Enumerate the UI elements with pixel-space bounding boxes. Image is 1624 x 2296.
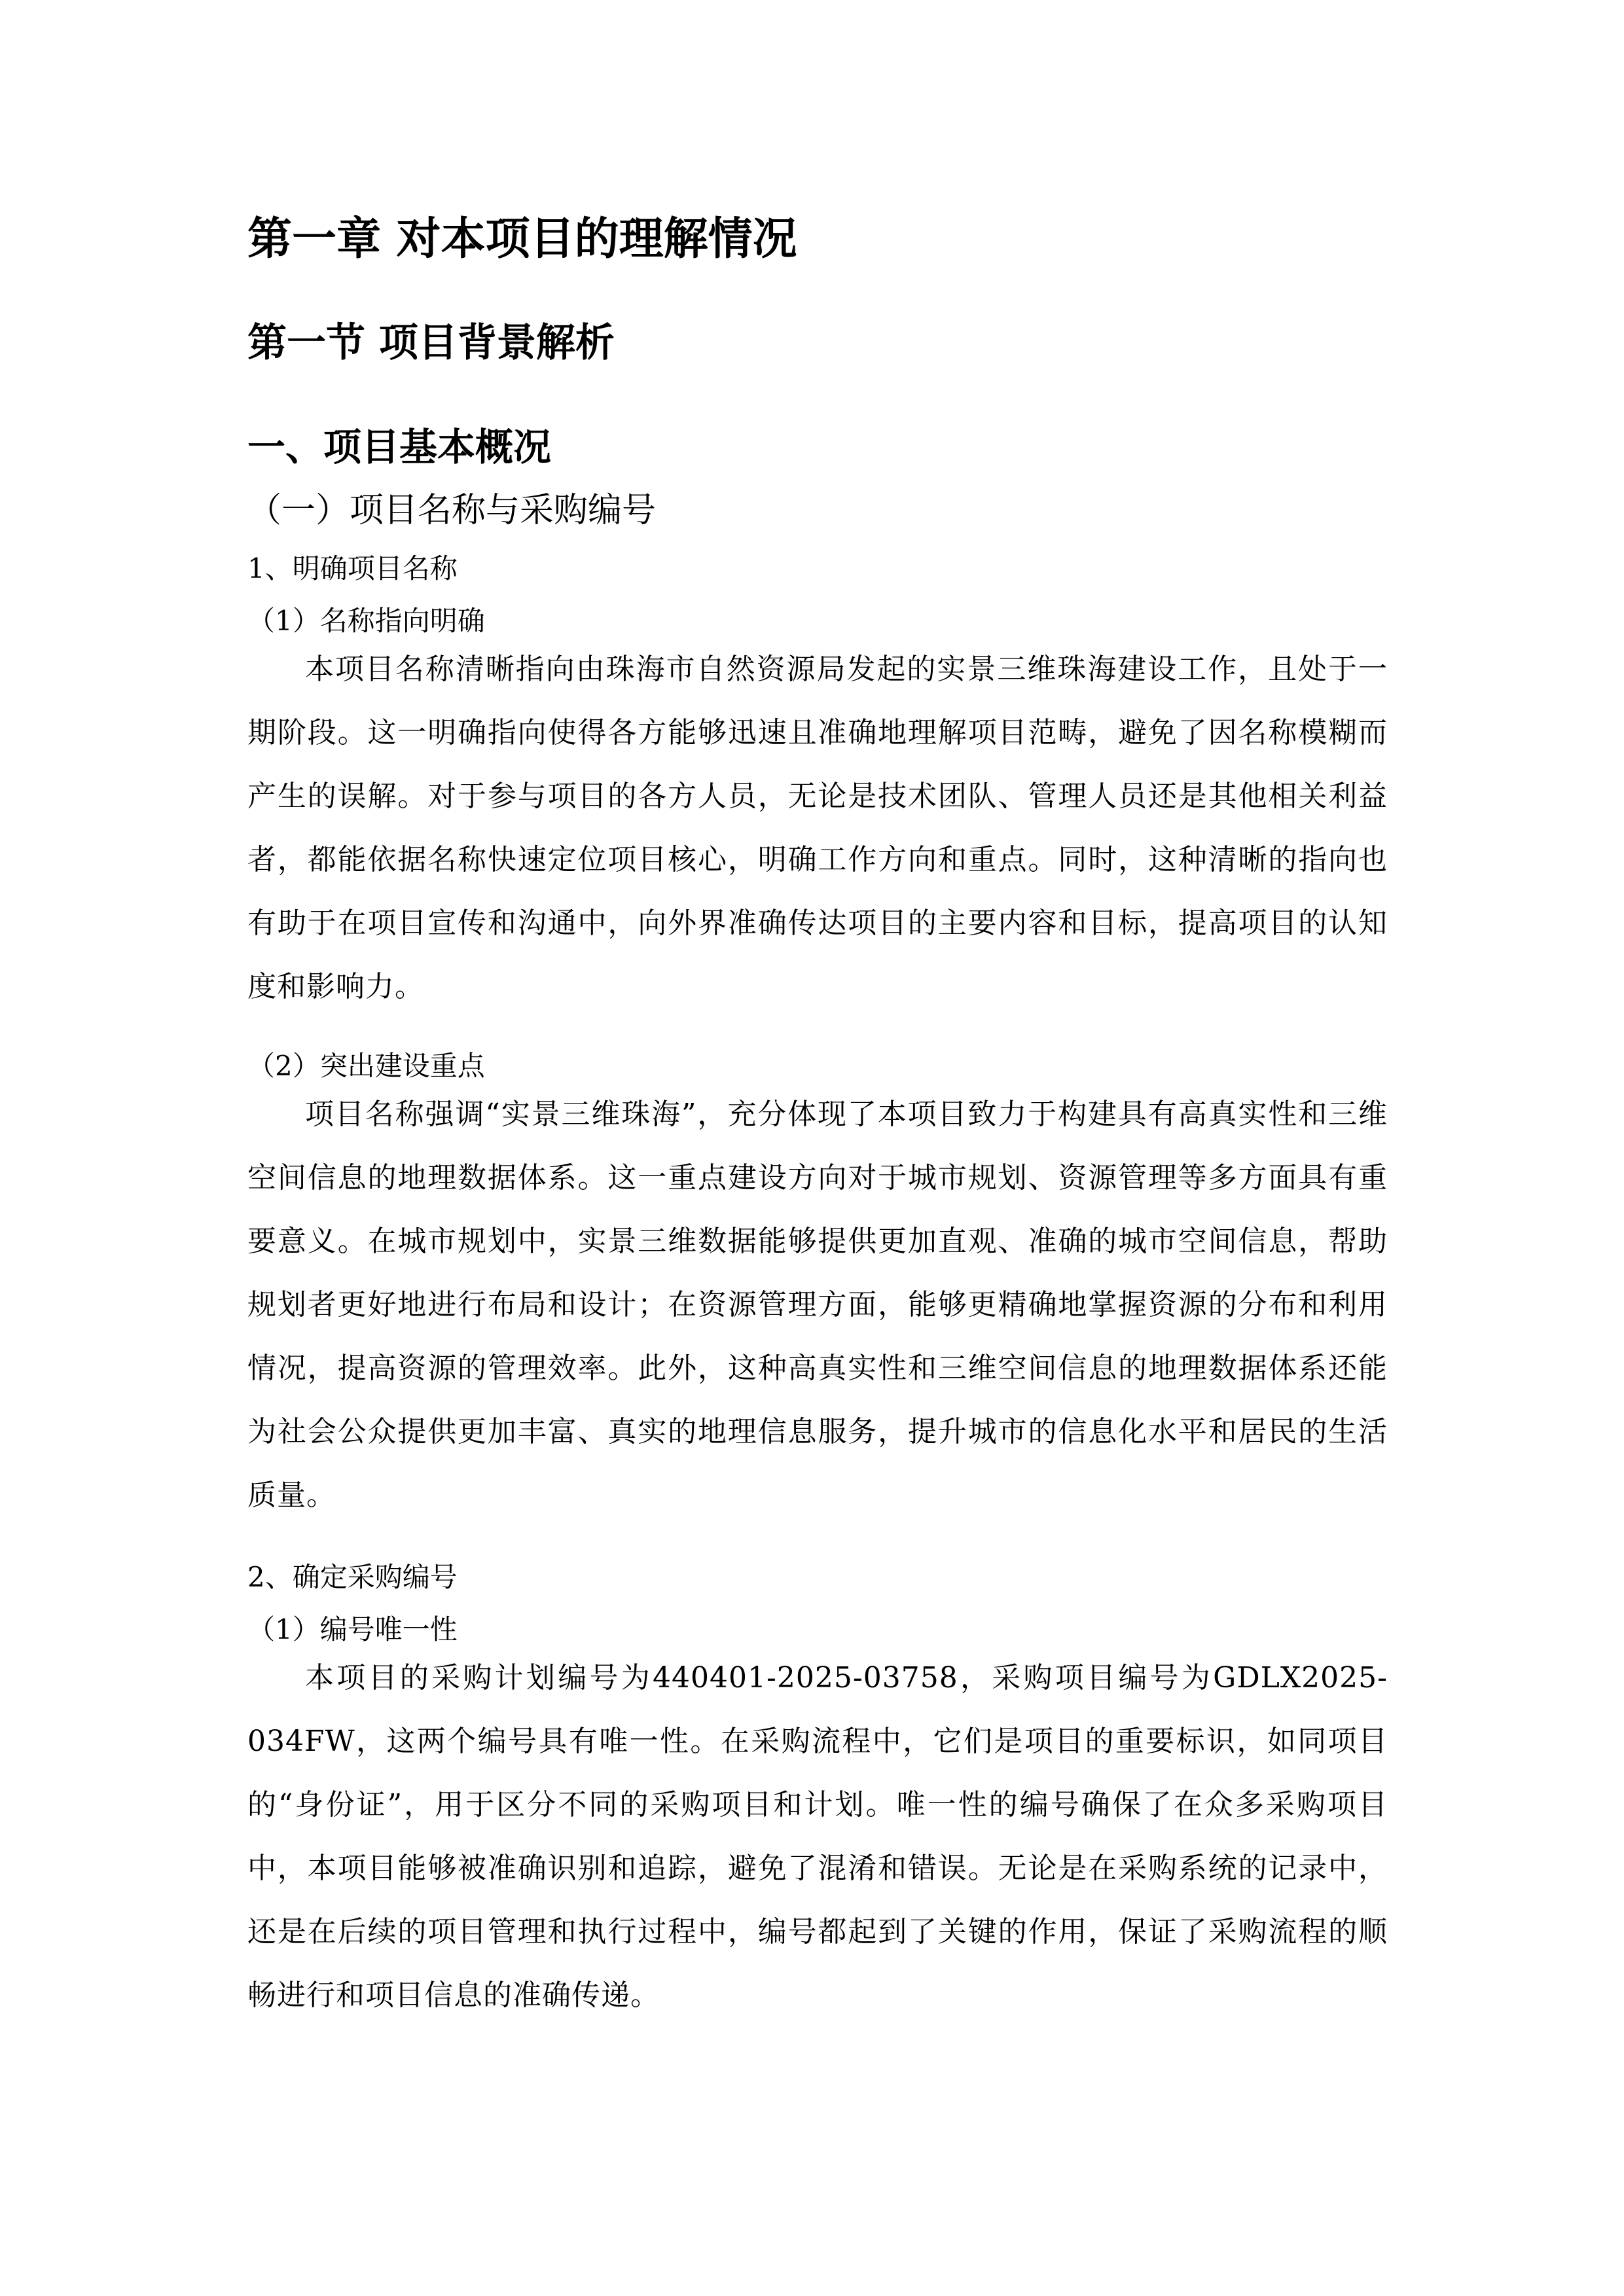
- section-title: 第一节 项目背景解析: [247, 320, 615, 366]
- item1-sub1-heading: （1）名称指向明确: [247, 605, 485, 637]
- subsection-title: （一）项目名称与采购编号: [247, 491, 657, 530]
- item1-heading: 1、明确项目名称: [247, 552, 458, 584]
- item1-sub1-paragraph: 本项目名称清晰指向由珠海市自然资源局发起的实景三维珠海建设工作，且处于一期阶段。这一明确指向使得各方能够迅速且准确地理解项目范畴，避免了因名称模糊而产生的误解。对于参与项目的各方人员，无论是技术团队、管理人员还是其他相关利益者，都能依据名称快速定位项目核心，明确工作方向和重点。同时，这种清晰的指向也有助于在项目宣传和沟通中，向外界准确传达项目的主要内容和目标，提高项目的认知度和影响力。: [247, 653, 1388, 1003]
- document-body: [247, 196, 1388, 2027]
- item2-sub1-heading: （1）编号唯一性: [247, 1613, 458, 1645]
- part-title: 一、项目基本概况: [247, 425, 552, 469]
- item2-sub1-paragraph: 本项目的采购计划编号为440401-2025-03758，采购项目编号为GDLX2025-034FW，这两个编号具有唯一性。在采购流程中，它们是项目的重要标识，如同项目的“身份证”，用于区分不同的采购项目和计划。唯一性的编号确保了在众多采购项目中，本项目能够被准确识别和追踪，避免了混淆和错误。无论是在采购系统的记录中，还是在后续的项目管理和执行过程中，编号都起到了关键的作用，保证了采购流程的顺畅进行和项目信息的准确传递。: [247, 1661, 1388, 2012]
- item2-heading: 2、确定采购编号: [247, 1561, 458, 1593]
- chapter-title: 第一章 对本项目的理解情况: [247, 213, 797, 265]
- item1-sub2-heading: （2）突出建设重点: [247, 1050, 485, 1082]
- item1-sub2-paragraph: 项目名称强调“实景三维珠海”，充分体现了本项目致力于构建具有高真实性和三维空间信息的地理数据体系。这一重点建设方向对于城市规划、资源管理等多方面具有重要意义。在城市规划中，实景三维数据能够提供更加直观、准确的城市空间信息，帮助规划者更好地进行布局和设计；在资源管理方面，能够更精确地掌握资源的分布和利用情况，提高资源的管理效率。此外，这种高真实性和三维空间信息的地理数据体系还能为社会公众提供更加丰富、真实的地理信息服务，提升城市的信息化水平和居民的生活质量。: [247, 1098, 1388, 1512]
